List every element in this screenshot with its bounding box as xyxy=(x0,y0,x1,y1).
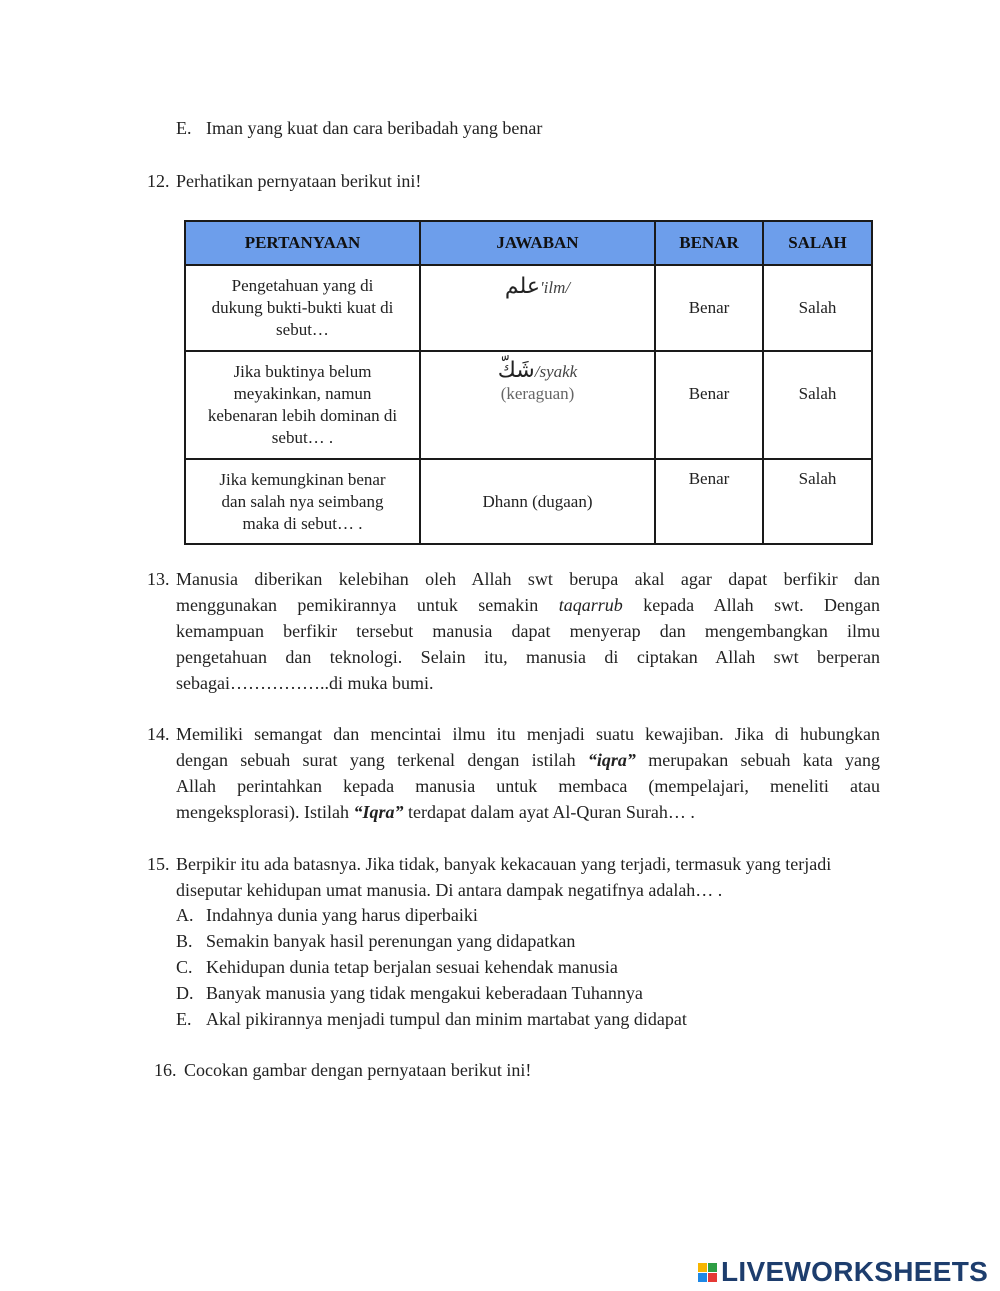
q13-number: 13. xyxy=(147,569,170,589)
q15-line: Berpikir itu ada batasnya. Jika tidak, banyak kekacauan yang terjadi, termasuk yang terjadi xyxy=(176,854,832,874)
row1-question xyxy=(185,265,420,351)
row3-answer: Dhann (dugaan) xyxy=(420,459,655,544)
q14-line: Allah perintahkan kepada manusia untuk membaca (mempelajari, meneliti atau xyxy=(176,776,880,796)
q15-line: diseputar kehidupan umat manusia. Di antara dampak negatifnya adalah… . xyxy=(176,880,723,900)
statement-table xyxy=(184,220,873,545)
q14-line4-post: terdapat dalam ayat Al-Quran Surah… . xyxy=(407,802,695,822)
q14-line xyxy=(176,749,880,771)
q15-option-c-letter: C. xyxy=(176,957,193,977)
q14-line: Memiliki semangat dan mencintai ilmu itu menjadi suatu kewajiban. Jika di hubungkan xyxy=(176,724,880,744)
row3-salah-option[interactable]: Salah xyxy=(763,459,872,544)
header-salah: SALAH xyxy=(763,221,872,265)
row1-benar-option[interactable]: Benar xyxy=(655,265,763,351)
q13-line: pengetahuan dan teknologi. Selain itu, manusia di ciptakan Allah swt berperan xyxy=(176,647,880,667)
q14-line xyxy=(176,801,880,823)
header-jawaban: JAWABAN xyxy=(420,221,655,265)
q13-line: Manusia diberikan kelebihan oleh Allah swt berupa akal agar dapat berfikir dan xyxy=(176,569,880,589)
q15-option-a-letter: A. xyxy=(176,905,194,925)
q13-line xyxy=(176,594,880,616)
table-row xyxy=(185,351,872,459)
row1-question-line: dukung bukti-bukti kuat di xyxy=(211,298,394,317)
q14-line2-pre: dengan sebuah surat yang terkenal dengan istilah xyxy=(176,750,576,770)
row2-question xyxy=(185,351,420,459)
logo-square xyxy=(708,1273,717,1282)
row1-question-line: sebut… xyxy=(276,320,329,339)
q13-line2-pre: menggunakan pemikirannya untuk semakin xyxy=(176,595,539,615)
row3-question-line: maka di sebut… . xyxy=(242,513,363,533)
header-benar: BENAR xyxy=(655,221,763,265)
q14-number: 14. xyxy=(147,724,170,744)
q14-line4-pre: mengeksplorasi). Istilah xyxy=(176,802,349,822)
row1-answer xyxy=(420,265,655,351)
row2-answer-translit: /syakk xyxy=(534,362,578,381)
row2-benar-option[interactable]: Benar xyxy=(655,351,763,459)
q16-number: 16. xyxy=(154,1060,177,1080)
row1-answer-translit: 'ilm/ xyxy=(539,278,571,297)
row2-answer xyxy=(420,351,655,459)
row2-answer-arabic: شَكّ xyxy=(497,358,535,383)
q13-line: sebagai……………..di muka bumi. xyxy=(176,673,434,693)
q14-iqra-term: “iqra” xyxy=(587,750,636,770)
row2-question-line: Jika buktinya belum xyxy=(233,362,372,381)
q16-text: Cocokan gambar dengan pernyataan berikut ini! xyxy=(184,1060,532,1080)
q14-line2-post: merupakan sebuah kata yang xyxy=(648,750,881,770)
q15-option-b-letter: B. xyxy=(176,931,193,951)
q15-number: 15. xyxy=(147,854,170,874)
liveworksheets-mark-icon xyxy=(698,1263,717,1282)
liveworksheets-logo xyxy=(698,1256,988,1288)
logo-square xyxy=(708,1263,717,1272)
row3-question-line: dan salah nya seimbang xyxy=(221,491,384,511)
q12-number: 12. xyxy=(147,171,170,191)
q15-option-e-letter: E. xyxy=(176,1009,192,1029)
q15-option-c[interactable]: Kehidupan dunia tetap berjalan sesuai kehendak manusia xyxy=(206,957,618,977)
row3-question-line: Jika kemungkinan benar xyxy=(219,469,386,489)
header-pertanyaan: PERTANYAAN xyxy=(185,221,420,265)
q15-option-b[interactable]: Semakin banyak hasil perenungan yang didapatkan xyxy=(206,931,576,951)
q15-option-d[interactable]: Banyak manusia yang tidak mengakui keberadaan Tuhannya xyxy=(206,983,643,1003)
row2-answer-gloss: (keraguan) xyxy=(500,384,575,403)
row2-question-line: kebenaran lebih dominan di xyxy=(207,406,398,425)
q11-option-e-letter: E. xyxy=(176,118,192,138)
q15-option-a[interactable]: Indahnya dunia yang harus diperbaiki xyxy=(206,905,478,925)
q15-option-d-letter: D. xyxy=(176,983,194,1003)
q13-line2-post: kepada Allah swt. Dengan xyxy=(643,595,881,615)
q14-iqra-term: “Iqra” xyxy=(353,802,404,822)
table-row xyxy=(185,265,872,351)
logo-square xyxy=(698,1263,707,1272)
row3-benar-option[interactable]: Benar xyxy=(655,459,763,544)
table-header-row xyxy=(185,221,872,265)
q12-text: Perhatikan pernyataan berikut ini! xyxy=(176,171,422,191)
row3-question xyxy=(185,459,420,544)
row2-salah-option[interactable]: Salah xyxy=(763,351,872,459)
row1-answer-arabic: علم xyxy=(504,274,540,299)
row1-question-line: Pengetahuan yang di xyxy=(231,276,374,295)
logo-square xyxy=(698,1273,707,1282)
row1-salah-option[interactable]: Salah xyxy=(763,265,872,351)
row2-question-line: sebut… . xyxy=(271,428,334,447)
q13-taqarrub: taqarrub xyxy=(558,595,623,615)
q15-option-e[interactable]: Akal pikirannya menjadi tumpul dan minim martabat yang didapat xyxy=(206,1009,687,1029)
row2-question-line: meyakinkan, namun xyxy=(233,384,372,403)
liveworksheets-wordmark: LIVEWORKSHEETS xyxy=(721,1256,989,1287)
table-row xyxy=(185,459,872,544)
q13-line: kemampuan berfikir tersebut manusia dapat menyerap dan mengembangkan ilmu xyxy=(176,621,880,641)
q11-option-e-text: Iman yang kuat dan cara beribadah yang benar xyxy=(206,118,543,138)
